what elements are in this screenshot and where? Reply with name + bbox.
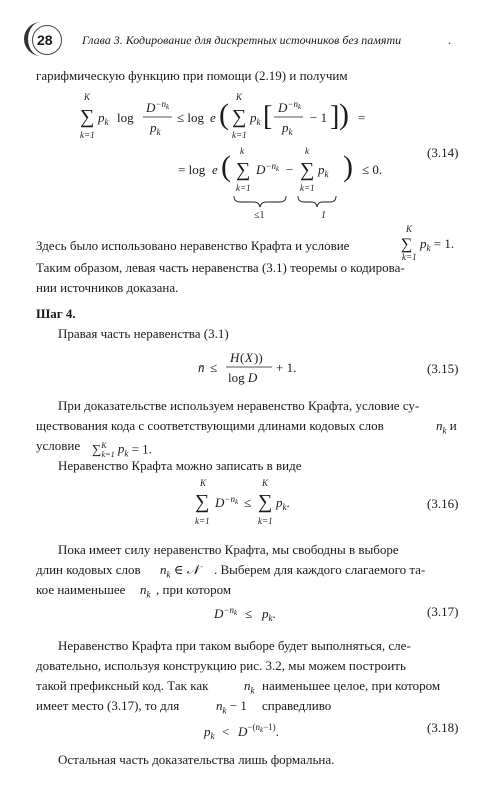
brace-label-1: ≤1 xyxy=(254,210,265,221)
paragraph-while-kraft-1: Пока имеет силу неравенство Крафта, мы свободны в выборе xyxy=(58,542,399,557)
svg-text:n̄: n̄ xyxy=(198,360,205,375)
svg-text:≤: ≤ xyxy=(244,495,252,510)
svg-text:(: ( xyxy=(240,350,245,365)
paragraph-left-proved-2: нии источников доказана. xyxy=(36,280,179,295)
equation-3-16 xyxy=(180,474,340,532)
paragraph-proof-uses-2: ществования кода с соответствующими длинами кодовых слов xyxy=(36,418,384,433)
svg-text:≤: ≤ xyxy=(245,606,253,621)
paragraph-intro: гарифмическую функцию при помощи (2.19) и получим xyxy=(36,68,348,83)
paragraph-while-kraft-5: , при котором xyxy=(156,582,232,597)
svg-text:e: e xyxy=(212,162,218,177)
paragraph-kraft-holds-2: довательно, используя конструкцию рис. 3.2, мы можем построить xyxy=(36,658,406,673)
eq-number-3-15: (3.15) xyxy=(427,361,459,376)
svg-text:k=1: k=1 xyxy=(232,130,247,140)
svg-text:pk: $p_k$ xyxy=(282,120,293,137)
svg-text:k: k xyxy=(305,146,309,156)
svg-text:D−nk: $D^{-n}k$ xyxy=(214,605,238,621)
svg-text:K: K xyxy=(262,478,269,488)
inline-nk-minus-1: $n_k - 1$ xyxy=(216,698,247,716)
inline-nk-in-N: $n_k$ ∈ 𝒩 xyxy=(160,562,200,580)
paragraph-while-kraft-3: . Выберем для каждого слагаемого та- xyxy=(214,562,426,577)
svg-text:K: K xyxy=(236,92,243,102)
paragraph-proof-uses-1: При доказательстве используем неравенство Крафта, условие су- xyxy=(58,398,420,413)
paragraph-rest-formal: Остальная часть доказательства лишь формальна. xyxy=(58,752,335,767)
inline-nk-3: $n_k$ xyxy=(244,678,255,696)
svg-text:e: e xyxy=(210,110,216,125)
svg-text:= log: = log xyxy=(178,162,206,177)
inline-sum-pk: ∑$^K_{k=1}$ $p_k = 1$. xyxy=(92,441,152,459)
svg-text:[: [ xyxy=(263,101,273,132)
svg-text:)): )) xyxy=(254,350,263,365)
paragraph-left-proved-1: Таким образом, левая часть неравенства (3.1) теоремы о кодирова- xyxy=(36,260,405,275)
eq-number-3-16: (3.16) xyxy=(427,496,459,511)
svg-text:k=1: k=1 xyxy=(80,130,95,140)
svg-text:≤ 0.: ≤ 0. xyxy=(362,162,383,177)
svg-text:(: ( xyxy=(221,150,231,183)
inline-nk-and: $n_k$ и xyxy=(436,418,457,436)
svg-text:pk.: $p_k$. xyxy=(262,606,276,623)
svg-text:pk: $p_k$ xyxy=(250,110,261,127)
paragraph-proof-uses-3: условие xyxy=(36,438,81,453)
svg-text:D−nk: $D^{-n}k$ xyxy=(146,99,170,115)
inline-nk-2: $n_k$ xyxy=(140,582,151,600)
svg-text:∑: ∑ xyxy=(80,106,95,128)
equation-3-18 xyxy=(200,714,330,744)
svg-text:k: k xyxy=(240,146,244,156)
svg-text:): ) xyxy=(339,98,349,131)
svg-text:k=1: k=1 xyxy=(258,516,273,526)
svg-text:∑: ∑ xyxy=(232,106,247,128)
paragraph-kraft-holds-1: Неравенство Крафта при таком выборе будет выполняться, сле- xyxy=(58,638,411,653)
svg-text:pk: $p_k$ xyxy=(204,724,215,741)
svg-text:D−nk: $D^{-n}k$ xyxy=(278,99,302,115)
svg-text:D−(nk−1).: D−(nk−1). xyxy=(238,722,279,739)
svg-text:∑: ∑ xyxy=(258,491,273,513)
eq-number-3-18: (3.18) xyxy=(427,720,459,735)
svg-text:≤ log: ≤ log xyxy=(177,110,204,125)
svg-text:k=1: k=1 xyxy=(300,183,315,193)
paragraph-while-kraft-2: длин кодовых слов xyxy=(36,562,141,577)
paragraph-right-part: Правая часть неравенства (3.1) xyxy=(58,326,229,341)
svg-text:K: K xyxy=(84,92,91,102)
svg-text:(: ( xyxy=(219,98,229,131)
paragraph-kraft-holds-3: такой префиксный код. Так как xyxy=(36,678,209,693)
svg-text:pk: $p_k$ xyxy=(318,162,329,179)
svg-text:D−nk: $D^{-n}k$ xyxy=(215,494,239,510)
svg-text:−: − xyxy=(286,162,294,177)
svg-text:∑: ∑ xyxy=(401,236,413,253)
header-dots: . xyxy=(448,33,451,47)
svg-text:∑: ∑ xyxy=(195,491,210,513)
svg-text:pk = 1.: $p_k = 1$. xyxy=(420,236,455,253)
equation-3-14 xyxy=(0,88,492,238)
svg-text:X: X xyxy=(245,350,253,365)
page-number: 28 xyxy=(37,32,53,48)
step-4-heading: Шаг 4. xyxy=(36,306,76,321)
page-number-badge xyxy=(32,25,62,55)
svg-text:pk: $p_k$ xyxy=(98,110,109,127)
svg-text:∑: ∑ xyxy=(300,159,315,181)
running-title: Глава 3. Кодирование для дискретных источников без памяти xyxy=(82,33,402,47)
svg-text:H: H xyxy=(230,350,240,365)
paragraph-kraft-holds-6: справедливо xyxy=(262,698,332,713)
svg-text:+ 1.: + 1. xyxy=(276,360,297,375)
paragraph-kraft-used: Здесь было использовано неравенство Крафта и условие xyxy=(36,238,350,253)
svg-text:K: K xyxy=(406,224,413,234)
paragraph-kraft-holds-5: имеет место (3.17), то для xyxy=(36,698,180,713)
svg-text:k=1: k=1 xyxy=(402,252,417,262)
svg-text:log D: log D xyxy=(228,370,258,385)
svg-text:log: log xyxy=(117,110,134,125)
svg-text:pk: $p_k$ xyxy=(150,120,161,137)
svg-text:<: < xyxy=(222,724,230,739)
paragraph-kraft-form: Неравенство Крафта можно записать в виде xyxy=(58,458,302,473)
svg-text:pk.: $p_k$. xyxy=(276,495,290,512)
svg-text:− 1: − 1 xyxy=(310,110,328,125)
svg-text:k=1: k=1 xyxy=(195,516,210,526)
svg-text:]: ] xyxy=(330,101,340,132)
svg-text:): ) xyxy=(343,150,353,183)
eq-number-3-14: (3.14) xyxy=(427,145,459,160)
eq-number-3-17: (3.17) xyxy=(427,604,459,619)
svg-text:≤: ≤ xyxy=(210,360,218,375)
svg-text:K: K xyxy=(200,478,207,488)
svg-text:=: = xyxy=(358,110,366,125)
brace-label-2: 1 xyxy=(321,210,326,221)
svg-text:D−nk: $D^{-n}k$ xyxy=(256,161,280,177)
svg-text:∑: ∑ xyxy=(236,159,251,181)
svg-text:k=1: k=1 xyxy=(236,183,251,193)
paragraph-while-kraft-4: кое наименьшее xyxy=(36,582,126,597)
equation-3-15 xyxy=(190,344,350,392)
paragraph-kraft-holds-4: наименьшее целое, при котором xyxy=(262,678,441,693)
inline-sum-condition xyxy=(396,222,476,262)
equation-3-17 xyxy=(210,598,310,628)
